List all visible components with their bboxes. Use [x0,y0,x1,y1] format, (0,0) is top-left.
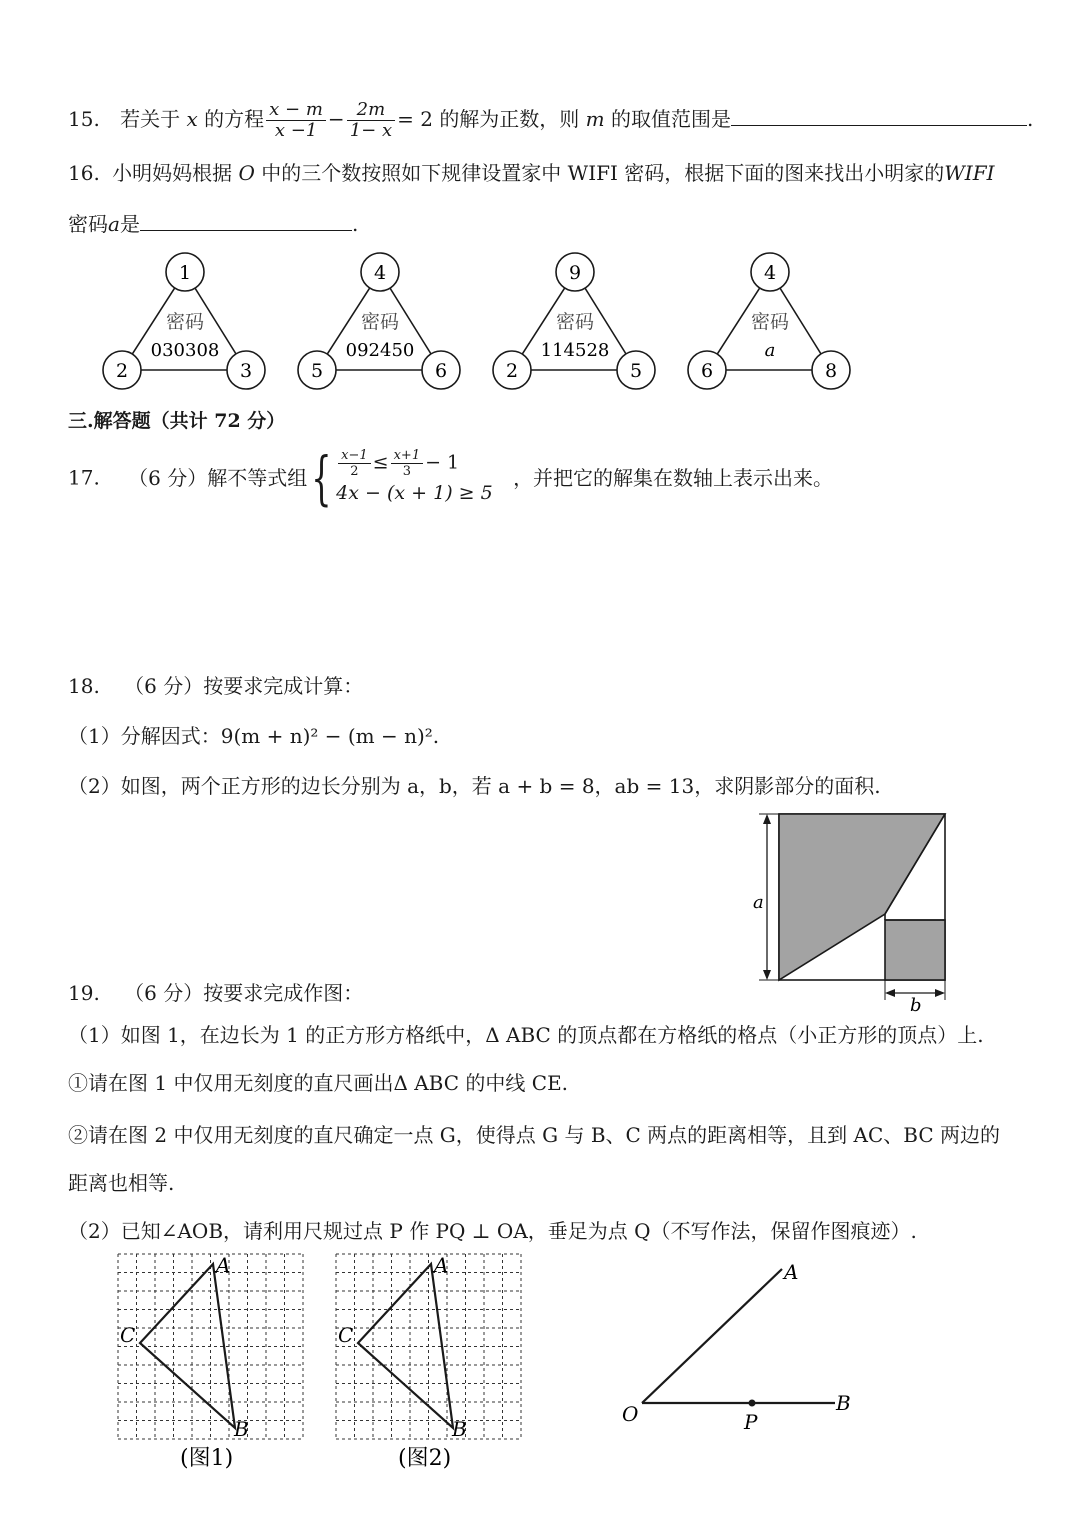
frac1-denominator: x −1 [274,120,318,141]
grid-figure-2 [328,1250,533,1480]
q17-score: （6 分）解不等式组 [128,465,308,490]
q15-mid2: 的解为正数，则 [439,107,580,131]
fraction-1 [266,100,326,141]
password-label: 密码 [750,311,790,333]
q18-part2: （2）如图，两个正方形的边长分别为 a，b，若 a + b = 8，ab = 13，求阴影部分的面积. [68,774,881,798]
q19-part1: （1）如图 1，在边长为 1 的正方形方格纸中，Δ ABC 的顶点都在方格纸的格点（小正方形的顶点）上. [68,1023,984,1047]
top-node-number: 9 [568,262,582,284]
password-triangle [103,253,265,389]
question-number: 15. [68,107,100,131]
label-P: P [744,1410,758,1434]
question-18 [68,673,363,699]
password-label: 密码 [360,311,400,333]
frac2-denominator: 1− x [349,120,393,141]
ineq1-right-num: x+1 [391,448,424,464]
figure-1-caption: (图1) [180,1446,234,1471]
label-a: a [753,892,764,913]
left-node-number: 6 [700,360,714,382]
right-node-number: 3 [239,360,253,382]
q19-part1a: ①请在图 1 中仅用无刻度的直尺画出Δ ABC 的中线 CE. [68,1071,569,1095]
password-code: 114528 [540,340,610,361]
dashed-grid [336,1254,521,1439]
question-16-cont [68,210,358,237]
inequality-1 [336,448,493,479]
question-19 [68,980,363,1006]
q16-text3: 密码 [68,212,108,236]
label-B: B [234,1417,249,1441]
label-B: B [836,1391,851,1415]
password-triangle [298,253,460,389]
section-heading: 三.解答题（共计 72 分） [68,410,286,432]
var-x: x [186,107,198,131]
grid-figure-1 [110,1250,315,1480]
squares-figure [745,808,960,1016]
brace: { [311,443,332,512]
top-node-number: 1 [178,262,192,284]
q15-mid1: 的方程 [204,107,265,131]
figure-2-caption: (图2) [398,1446,452,1471]
q19-part2: （2）已知∠AOB，请利用尺规过点 P 作 PQ ⊥ OA，垂足为点 Q（不写作法，保留作图痕迹）. [68,1219,917,1243]
q18-title: （6 分）按要求完成计算： [124,674,364,698]
q16-text1: 小明妈妈根据 [112,161,233,185]
inequality-2: 4x − (x + 1) ≥ 5 [336,482,493,504]
frac1-numerator: x − m [266,100,326,121]
answer-blank[interactable] [731,105,1027,126]
password-triangle [688,253,850,389]
var-m: m [585,107,605,131]
frac2-numerator: 2m [347,100,395,121]
q17-suffix: ，并把它的解集在数轴上表示出来。 [513,465,834,490]
var-a: a [108,212,120,236]
top-node-number: 4 [763,262,777,284]
question-number: 19. [68,981,100,1005]
q19-title: （6 分）按要求完成作图： [124,981,364,1005]
password-triangle [493,253,655,389]
angle-aob-figure [610,1255,870,1434]
question-number: 16. [68,161,100,185]
label-B: B [452,1417,467,1441]
q16-end: . [351,212,359,236]
q15-suffix: 的取值范围是 [611,107,731,131]
left-node-number: 2 [115,360,129,382]
label-A: A [434,1253,449,1277]
right-node-number: 6 [434,360,448,382]
q16-text4: 是 [119,212,140,236]
ineq1-left-den: 2 [350,464,359,479]
ineq1-tail: − 1 [425,451,460,474]
ineq1-left-fraction [338,448,371,479]
equals-two: = 2 [397,107,433,131]
right-node-number: 5 [629,360,643,382]
dashed-grid [118,1254,303,1439]
var-o: O [238,161,255,185]
question-16 [68,160,994,186]
ineq1-right-den: 3 [402,464,411,479]
q15-prefix: 若关于 [120,107,181,131]
ineq1-right-fraction [391,448,424,479]
q19-part1b: ②请在图 2 中仅用无刻度的直尺确定一点 G，使得点 G 与 B、C 两点的距离相等，且到 AC、BC 两边的 [68,1123,1001,1147]
label-A: A [784,1260,799,1284]
question-number: 17. [68,465,100,490]
password-label: 密码 [165,311,205,333]
password-code: 030308 [150,340,220,361]
password-triangles [90,250,870,400]
wifi-label: WIFI [944,161,995,185]
question-15 [68,100,1033,141]
label-b: b [910,995,922,1016]
right-node-number: 8 [824,360,838,382]
q16-text2: 中的三个数按照如下规律设置家中 WIFI 密码，根据下面的图来找出小明家的 [261,161,945,185]
label-O: O [622,1402,639,1426]
question-17 [68,443,834,518]
label-C: C [120,1323,136,1347]
point-p [749,1400,756,1407]
password-label: 密码 [555,311,595,333]
q19-part1c: 距离也相等. [68,1171,175,1195]
ineq1-le: ≤ [372,451,389,474]
password-code: a [764,340,776,361]
q15-end: . [1027,107,1034,131]
top-node-number: 4 [373,262,387,284]
left-node-number: 5 [310,360,324,382]
password-code: 092450 [345,340,415,361]
fraction-2 [347,100,395,141]
answer-blank[interactable] [140,210,352,231]
q18-part1: （1）分解因式：9(m + n)² − (m − n)². [68,724,440,748]
label-C: C [338,1323,354,1347]
ineq1-left-num: x−1 [338,448,371,464]
minus-sign: − [327,107,345,131]
small-square [885,920,945,980]
ray-oa [642,1269,782,1403]
inequality-system [336,448,493,507]
question-number: 18. [68,674,100,698]
left-node-number: 2 [505,360,519,382]
label-A: A [216,1253,231,1277]
